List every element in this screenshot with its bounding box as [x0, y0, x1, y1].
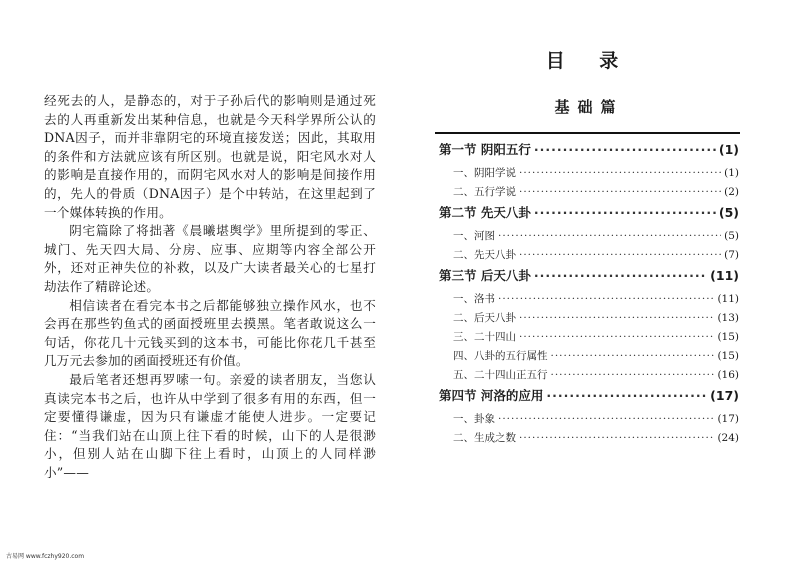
toc-dot-leader — [519, 249, 721, 261]
toc-entry-label: 第三节 后天八卦 — [439, 268, 531, 283]
left-page-body — [44, 92, 376, 482]
site-watermark: 古易网 www.fczhy920.com — [6, 553, 85, 560]
toc-subsection-entry — [439, 291, 739, 310]
toc-subsection-entry — [439, 247, 739, 266]
toc-subsection-entry — [439, 228, 739, 247]
toc-subsection-entry — [439, 411, 739, 430]
toc-dot-leader — [498, 230, 721, 242]
toc-title: 目 录 — [545, 50, 633, 72]
toc-subsection-entry — [439, 310, 739, 329]
toc-dot-leader — [498, 293, 714, 305]
toc-entry-label: 第二节 先天八卦 — [439, 205, 531, 220]
toc-subsection-entry — [439, 329, 739, 348]
toc-subsection-entry — [439, 165, 739, 184]
toc-entry-page: (7) — [724, 249, 739, 261]
body-paragraph: 经死去的人，是静态的，对于子孙后代的影响则是通过死去的人再重新发出某种信息，也就是今天科学界所公认的DNA因子，而并非靠阴宅的环境直接发送；因此，其取用的条件和方法就应该有所区别。也就是说，阳宅风水对人的影响是直接作用的，而阴宅风水对人的影响是间接作用的，先人的骨质（DNA因子）是个中转站，在这里起到了一个媒体转换的作用。 — [44, 93, 376, 220]
toc-dot-leader — [534, 205, 716, 220]
toc-entry-label: 二、先天八卦 — [453, 249, 516, 261]
toc-entry-label: 二、五行学说 — [453, 186, 516, 198]
toc-dot-leader — [519, 186, 721, 198]
toc-entry-page: (1) — [724, 167, 739, 179]
toc-entry-label: 第四节 河洛的应用 — [439, 388, 544, 403]
toc-entry-page: (15) — [717, 331, 739, 343]
toc-dot-leader — [519, 167, 721, 179]
toc-section-entry — [439, 140, 739, 165]
toc-entry-page: (17) — [717, 413, 739, 425]
toc-subsection-entry — [439, 348, 739, 367]
toc-entry-label: 五、二十四山正五行 — [453, 369, 548, 381]
toc-entry-label: 一、卦象 — [453, 413, 495, 425]
toc-subsection-entry — [439, 430, 739, 449]
body-paragraph: 阴宅篇除了将拙著《晨曦堪舆学》里所提到的零正、城门、先天四大局、分房、应事、应期等内容全部公开外，还对正神失位的补救，以及广大读者最关心的七星打劫法作了精辟论述。 — [44, 223, 376, 294]
toc-entry-page: (13) — [717, 312, 739, 324]
toc-entry-label: 第一节 阴阳五行 — [439, 142, 531, 157]
toc-dot-leader — [498, 413, 714, 425]
toc-entry-label: 一、洛书 — [453, 293, 495, 305]
body-paragraph: 最后笔者还想再罗嗦一句。亲爱的读者朋友，当您认真读完本书之后，也许从中学到了很多有用的东西，但一定要懂得谦虚，因为只有谦虚才能使人进步。一定要记住：“当我们站在山顶上往下看的时候，山下的人是很渺小，但别人站在山脚下往上看时，山顶上的人同样渺小”—— — [44, 371, 376, 480]
toc-dot-leader — [546, 388, 707, 403]
toc-entry-page: (2) — [724, 186, 739, 198]
toc-section-entry — [439, 386, 739, 411]
toc-dot-leader — [534, 268, 707, 283]
toc-entry-page: (1) — [718, 142, 739, 157]
toc-list — [439, 140, 739, 449]
toc-dot-leader — [519, 432, 714, 444]
toc-entry-label: 四、八卦的五行属性 — [453, 350, 548, 362]
toc-entry-label: 二、生成之数 — [453, 432, 516, 444]
toc-entry-label: 一、河图 — [453, 230, 495, 242]
toc-entry-page: (24) — [717, 432, 739, 444]
toc-divider — [435, 132, 740, 134]
toc-dot-leader — [551, 369, 715, 381]
toc-entry-page: (5) — [718, 205, 739, 220]
toc-entry-page: (5) — [724, 230, 739, 242]
toc-dot-leader — [519, 331, 714, 343]
toc-entry-label: 三、二十四山 — [453, 331, 516, 343]
toc-subsection-entry — [439, 367, 739, 386]
toc-dot-leader — [519, 312, 714, 324]
toc-entry-page: (17) — [710, 388, 739, 403]
toc-dot-leader — [551, 350, 715, 362]
toc-entry-page: (16) — [717, 369, 739, 381]
body-paragraph: 相信读者在看完本书之后都能够独立操作风水，也不会再在那些钓鱼式的函面授班里去摸黑。笔者敢说这么一句话，你花几十元钱买到的这本书，可能比你花几千甚至几万元去参加的函面授班还有价值。 — [44, 297, 376, 369]
toc-entry-page: (15) — [717, 350, 739, 362]
toc-entry-page: (11) — [717, 293, 739, 305]
toc-section-entry — [439, 203, 739, 228]
toc-part-heading: 基础篇 — [554, 98, 624, 116]
toc-subsection-entry — [439, 184, 739, 203]
toc-entry-label: 二、后天八卦 — [453, 312, 516, 324]
toc-entry-label: 一、阴阳学说 — [453, 167, 516, 179]
toc-entry-page: (11) — [710, 268, 739, 283]
toc-dot-leader — [534, 142, 716, 157]
toc-section-entry — [439, 266, 739, 291]
